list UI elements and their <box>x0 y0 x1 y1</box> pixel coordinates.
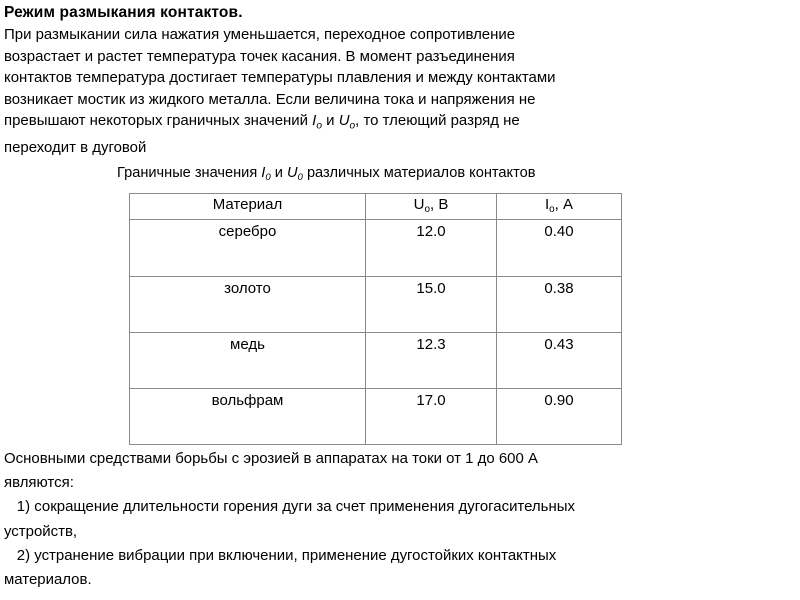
symbol-voltage-U: U <box>338 112 350 129</box>
cell-current: 0.90 <box>497 389 622 445</box>
table-header-current-symbol: I <box>544 196 550 213</box>
intro-line-5-before: превышают некоторых граничных значений <box>4 112 313 129</box>
table-row <box>130 220 622 277</box>
table-header-voltage-subscript: o <box>424 203 430 215</box>
intro-line-5-after: , то тлеющий разряд не <box>355 112 520 129</box>
page-title: Режим размыкания контактов. <box>4 4 243 21</box>
table-caption-middle: и <box>270 165 287 181</box>
caption-symbol-U-subscript: 0 <box>297 171 303 183</box>
intro-line-5 <box>4 110 782 137</box>
table-row <box>130 277 622 333</box>
intro-text-block <box>4 2 794 158</box>
caption-symbol-I: I <box>261 165 266 181</box>
table-header-voltage-symbol: U <box>413 196 425 213</box>
table-caption-before: Граничные значения <box>117 165 262 181</box>
conclusion-item-1: 1) сокращение длительности горения дуги за счет применения дугогасительных <box>16 498 575 516</box>
intro-line-2: возрастает и растет температура точек касания. В момент разъединения <box>4 47 515 65</box>
cell-current: 0.38 <box>497 277 622 333</box>
intro-line-1: При размыкании сила нажатия уменьшается, переходное сопротивление <box>4 26 516 43</box>
cell-voltage: 12.3 <box>366 333 497 389</box>
table-header-voltage-unit: , В <box>430 196 449 213</box>
table-header-current-subscript: o <box>549 203 555 215</box>
cell-current: 0.43 <box>497 333 622 389</box>
conclusion-line-2: являются: <box>4 474 74 492</box>
cell-material: вольфрам <box>130 389 366 445</box>
table-header-material-label: Материал <box>212 196 283 213</box>
conclusion-text-block <box>4 447 796 592</box>
table-row <box>130 389 622 445</box>
table-caption <box>117 164 535 187</box>
cell-voltage: 17.0 <box>366 389 497 445</box>
cell-material: серебро <box>130 220 366 277</box>
cell-material: медь <box>130 333 366 389</box>
caption-symbol-U: U <box>286 165 298 181</box>
table-header-voltage <box>366 194 497 220</box>
conclusion-line-1: Основными средствами борьбы с эрозией в аппаратах на токи от 1 до 600 А <box>4 450 538 467</box>
conclusion-item-1-cont: устройств, <box>4 522 78 540</box>
intro-line-6: переходит в дуговой <box>4 138 147 156</box>
intro-line-5-middle: и <box>322 112 339 129</box>
cell-material: золото <box>130 277 366 333</box>
table-header-current <box>497 194 622 220</box>
cell-current: 0.40 <box>497 220 622 277</box>
boundary-values-table <box>129 193 622 445</box>
cell-voltage: 12.0 <box>366 220 497 277</box>
table-header-row <box>130 194 622 220</box>
symbol-current-I-subscript: o <box>316 120 323 132</box>
conclusion-item-2: 2) устранение вибрации при включении, применение дугостойких контактных <box>16 546 557 564</box>
boundary-values-table-wrapper <box>129 193 621 445</box>
intro-line-4: возникает мостик из жидкого металла. Если величина тока и напряжения не <box>4 90 536 108</box>
intro-line-3: контактов температура достигает температуры плавления и между контактами <box>4 69 556 86</box>
table-row <box>130 333 622 389</box>
symbol-voltage-U-subscript: o <box>349 120 356 132</box>
conclusion-item-2-cont: материалов. <box>4 571 92 589</box>
cell-voltage: 15.0 <box>366 277 497 333</box>
table-caption-after: различных материалов контактов <box>302 165 536 181</box>
table-header-current-unit: , А <box>554 196 573 213</box>
symbol-current-I: I <box>312 112 317 129</box>
table-header-material <box>130 194 366 220</box>
caption-symbol-I-subscript: 0 <box>265 171 271 183</box>
